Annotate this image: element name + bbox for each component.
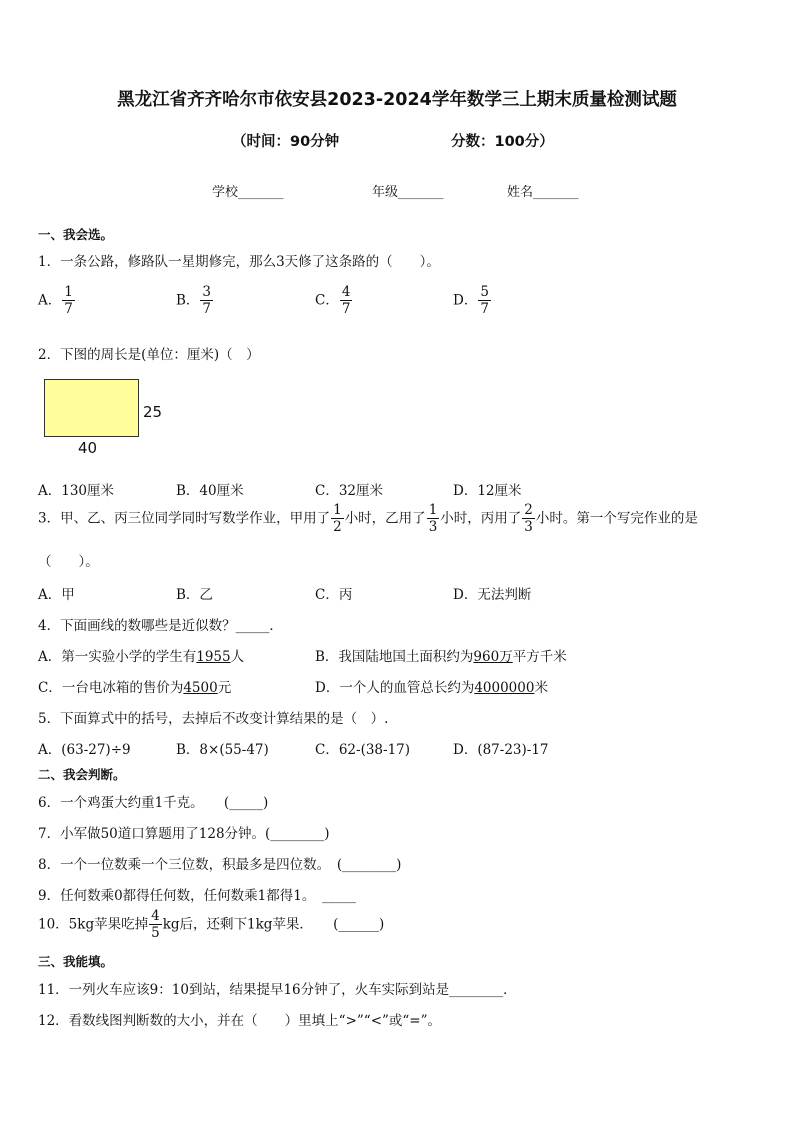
q4-option-c: C．一台电冰箱的售价为4500元 bbox=[38, 680, 232, 696]
q4-option-a: A．第一实验小学的学生有1955人 bbox=[38, 649, 245, 665]
section-heading: 二、我会判断。 bbox=[38, 767, 126, 782]
name-field: 姓名_______ bbox=[507, 185, 579, 200]
q3-option-a: A．甲 bbox=[38, 587, 75, 603]
grade-field: 年级_______ bbox=[372, 185, 444, 200]
q1-option-a: A． $\frac{1}{7}$ bbox=[38, 284, 73, 317]
question-10: 10．5kg苹果吃掉 $\frac{4}{5}$ kg后，还剩下1kg苹果． (______) bbox=[38, 908, 385, 941]
q4-option-d: D．一个人的血管总长约为4000000米 bbox=[315, 680, 548, 696]
question-5: 5．下面算式中的括号，去掉后不改变计算结果的是（ ）. bbox=[38, 711, 389, 727]
section-heading: 三、我能填。 bbox=[38, 954, 114, 969]
q5-option-a: A．(63-27)÷9 bbox=[38, 742, 131, 758]
question-1: 1．一条公路，修路队一星期修完，那么3天修了这条路的（ ）。 bbox=[38, 254, 440, 270]
exam-time: （时间：90分钟 bbox=[232, 134, 340, 150]
q5-option-d: D．(87-23)-17 bbox=[453, 742, 549, 758]
q2-option-d: D．12厘米 bbox=[453, 483, 522, 499]
q4-option-b: B．我国陆地国土面积约为960万平方千米 bbox=[315, 649, 567, 665]
question-6: 6．一个鸡蛋大约重1千克。 (_____) bbox=[38, 795, 269, 811]
q3-option-b: B．乙 bbox=[176, 587, 213, 603]
question-3: 3．甲、乙、丙三位同学同时写数学作业，甲用了 $\frac{1}{2}$ 小时，乙用了 $\frac{1}{3}$ 小时，丙用了 $\frac{2}{3}$ 小时。第一个写完作业的是 bbox=[38, 502, 698, 535]
q1-option-b: B． $\frac{3}{7}$ bbox=[176, 284, 212, 317]
question-11: 11．一列火车应该9：10到站，结果提早16分钟了，火车实际到站是________． bbox=[38, 982, 517, 998]
q1-option-d: D． $\frac{5}{7}$ bbox=[453, 284, 489, 317]
q5-option-c: C．62-(38-17) bbox=[315, 742, 411, 758]
q2-option-b: B．40厘米 bbox=[176, 483, 244, 499]
rect-side-label: 25 bbox=[143, 403, 163, 421]
school-field: 学校_______ bbox=[212, 185, 284, 200]
question-9: 9．任何数乘0都得任何数，任何数乘1都得1。 _____ bbox=[38, 888, 356, 904]
q5-option-b: B．8×(55-47) bbox=[176, 742, 269, 758]
q1-option-c: C． $\frac{4}{7}$ bbox=[315, 284, 351, 317]
rectangle-figure bbox=[44, 379, 139, 437]
q2-option-c: C．32厘米 bbox=[315, 483, 384, 499]
question-7: 7．小军做50道口算题用了128分钟。(________) bbox=[38, 826, 330, 842]
question-12: 12．看数线图判断数的大小，并在（ ）里填上“>”“<”或“=”。 bbox=[38, 1013, 442, 1029]
q3-option-d: D．无法判断 bbox=[453, 587, 532, 603]
section-heading: 一、我会选。 bbox=[38, 227, 114, 242]
q2-option-a: A．130厘米 bbox=[38, 483, 115, 499]
exam-score: 分数：100分） bbox=[451, 134, 554, 150]
question-4: 4．下面画线的数哪些是近似数？_____． bbox=[38, 618, 283, 634]
question-3-line2: （ ）。 bbox=[38, 554, 99, 570]
exam-title: 黑龙江省齐齐哈尔市依安县2023-2024学年数学三上期末质量检测试题 bbox=[117, 90, 677, 110]
rect-bottom-label: 40 bbox=[78, 439, 98, 457]
question-8: 8．一个一位数乘一个三位数，积最多是四位数。 (________) bbox=[38, 857, 402, 873]
q3-option-c: C．丙 bbox=[315, 587, 353, 603]
question-2: 2．下图的周长是(单位：厘米)（ ） bbox=[38, 347, 260, 363]
